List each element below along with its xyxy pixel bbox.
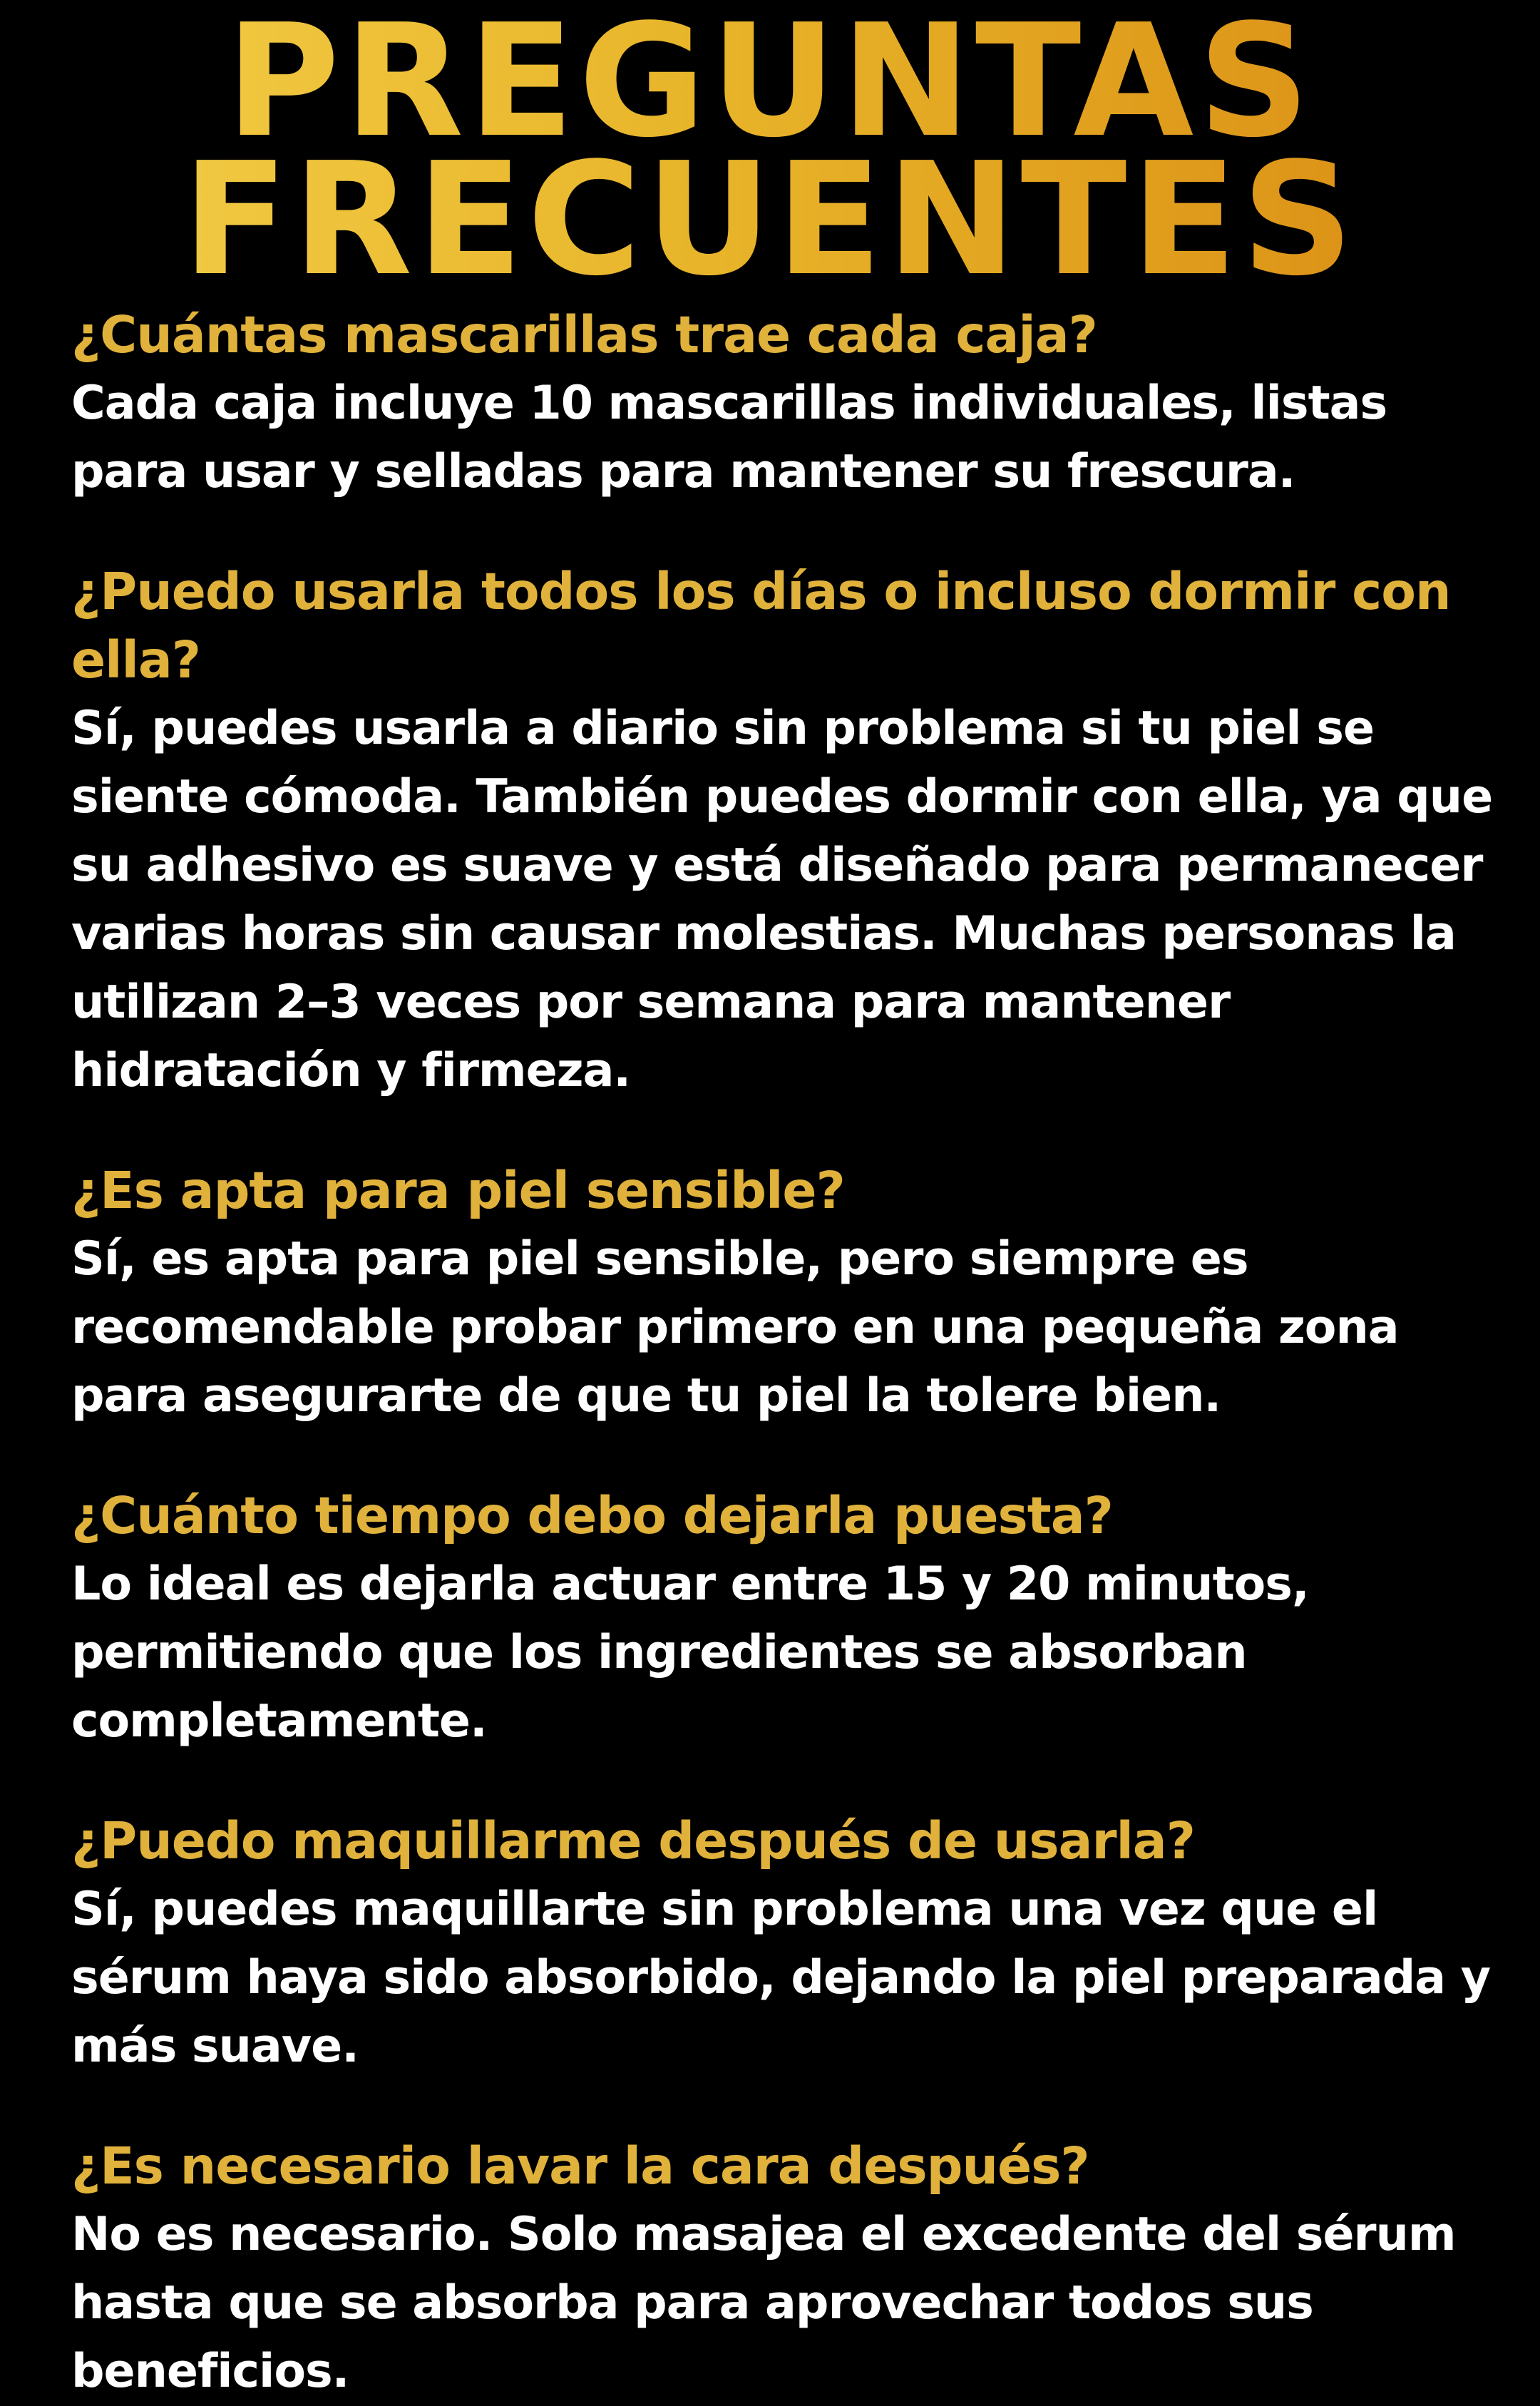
faq-answer: Lo ideal es dejarla actuar entre 15 y 20 minutos, permitiendo que los ingredientes se absorban completamente. [71,1557,1309,1748]
faq-item [71,2132,1497,2406]
faq-item [71,558,1497,1105]
faq-answer: Sí, es apta para piel sensible, pero siempre es recomendable probar primero en una pequeña zona para asegurarte de que tu piel la tolere bien. [71,1232,1399,1423]
faq-answer: Sí, puedes maquillarte sin problema una vez que el sérum haya sido absorbido, dejando la piel preparada y más suave. [71,1883,1491,2073]
page-title [0,0,1540,310]
faq-item [71,301,1497,506]
faq-question: ¿Cuántas mascarillas trae cada caja? [71,305,1097,364]
faq-item [71,1482,1497,1756]
faq-question: ¿Puedo maquillarme después de usarla? [71,1811,1195,1870]
faq-item [71,1807,1497,2081]
faq-question: ¿Es apta para piel sensible? [71,1161,845,1220]
title-line-2: FRECUENTES [182,130,1358,310]
title-line-1: PREGUNTAS [225,0,1315,172]
faq-question: ¿Cuánto tiempo debo dejarla puesta? [71,1486,1113,1545]
faq-question: ¿Puedo usarla todos los días o incluso dormir con ella? [71,562,1451,690]
faq-answer: Cada caja incluye 10 mascarillas individuales, listas para usar y selladas para mantener su frescura. [71,377,1387,498]
faq-item [71,1157,1497,1430]
faq-list [71,301,1497,2406]
faq-question: ¿Es necesario lavar la cara después? [71,2136,1089,2196]
faq-answer: Sí, puedes usarla a diario sin problema si tu piel se siente cómoda. También puedes dormir con ella, ya que su adhesivo es suave y está diseñado para permanecer varias horas sin causar molestias. Muchas personas la utilizan 2–3 veces por semana para mantener hidratación y firmeza. [71,702,1493,1097]
faq-answer: No es necesario. Solo masajea el excedente del sérum hasta que se absorba para aprovechar todos sus beneficios. [71,2208,1456,2398]
